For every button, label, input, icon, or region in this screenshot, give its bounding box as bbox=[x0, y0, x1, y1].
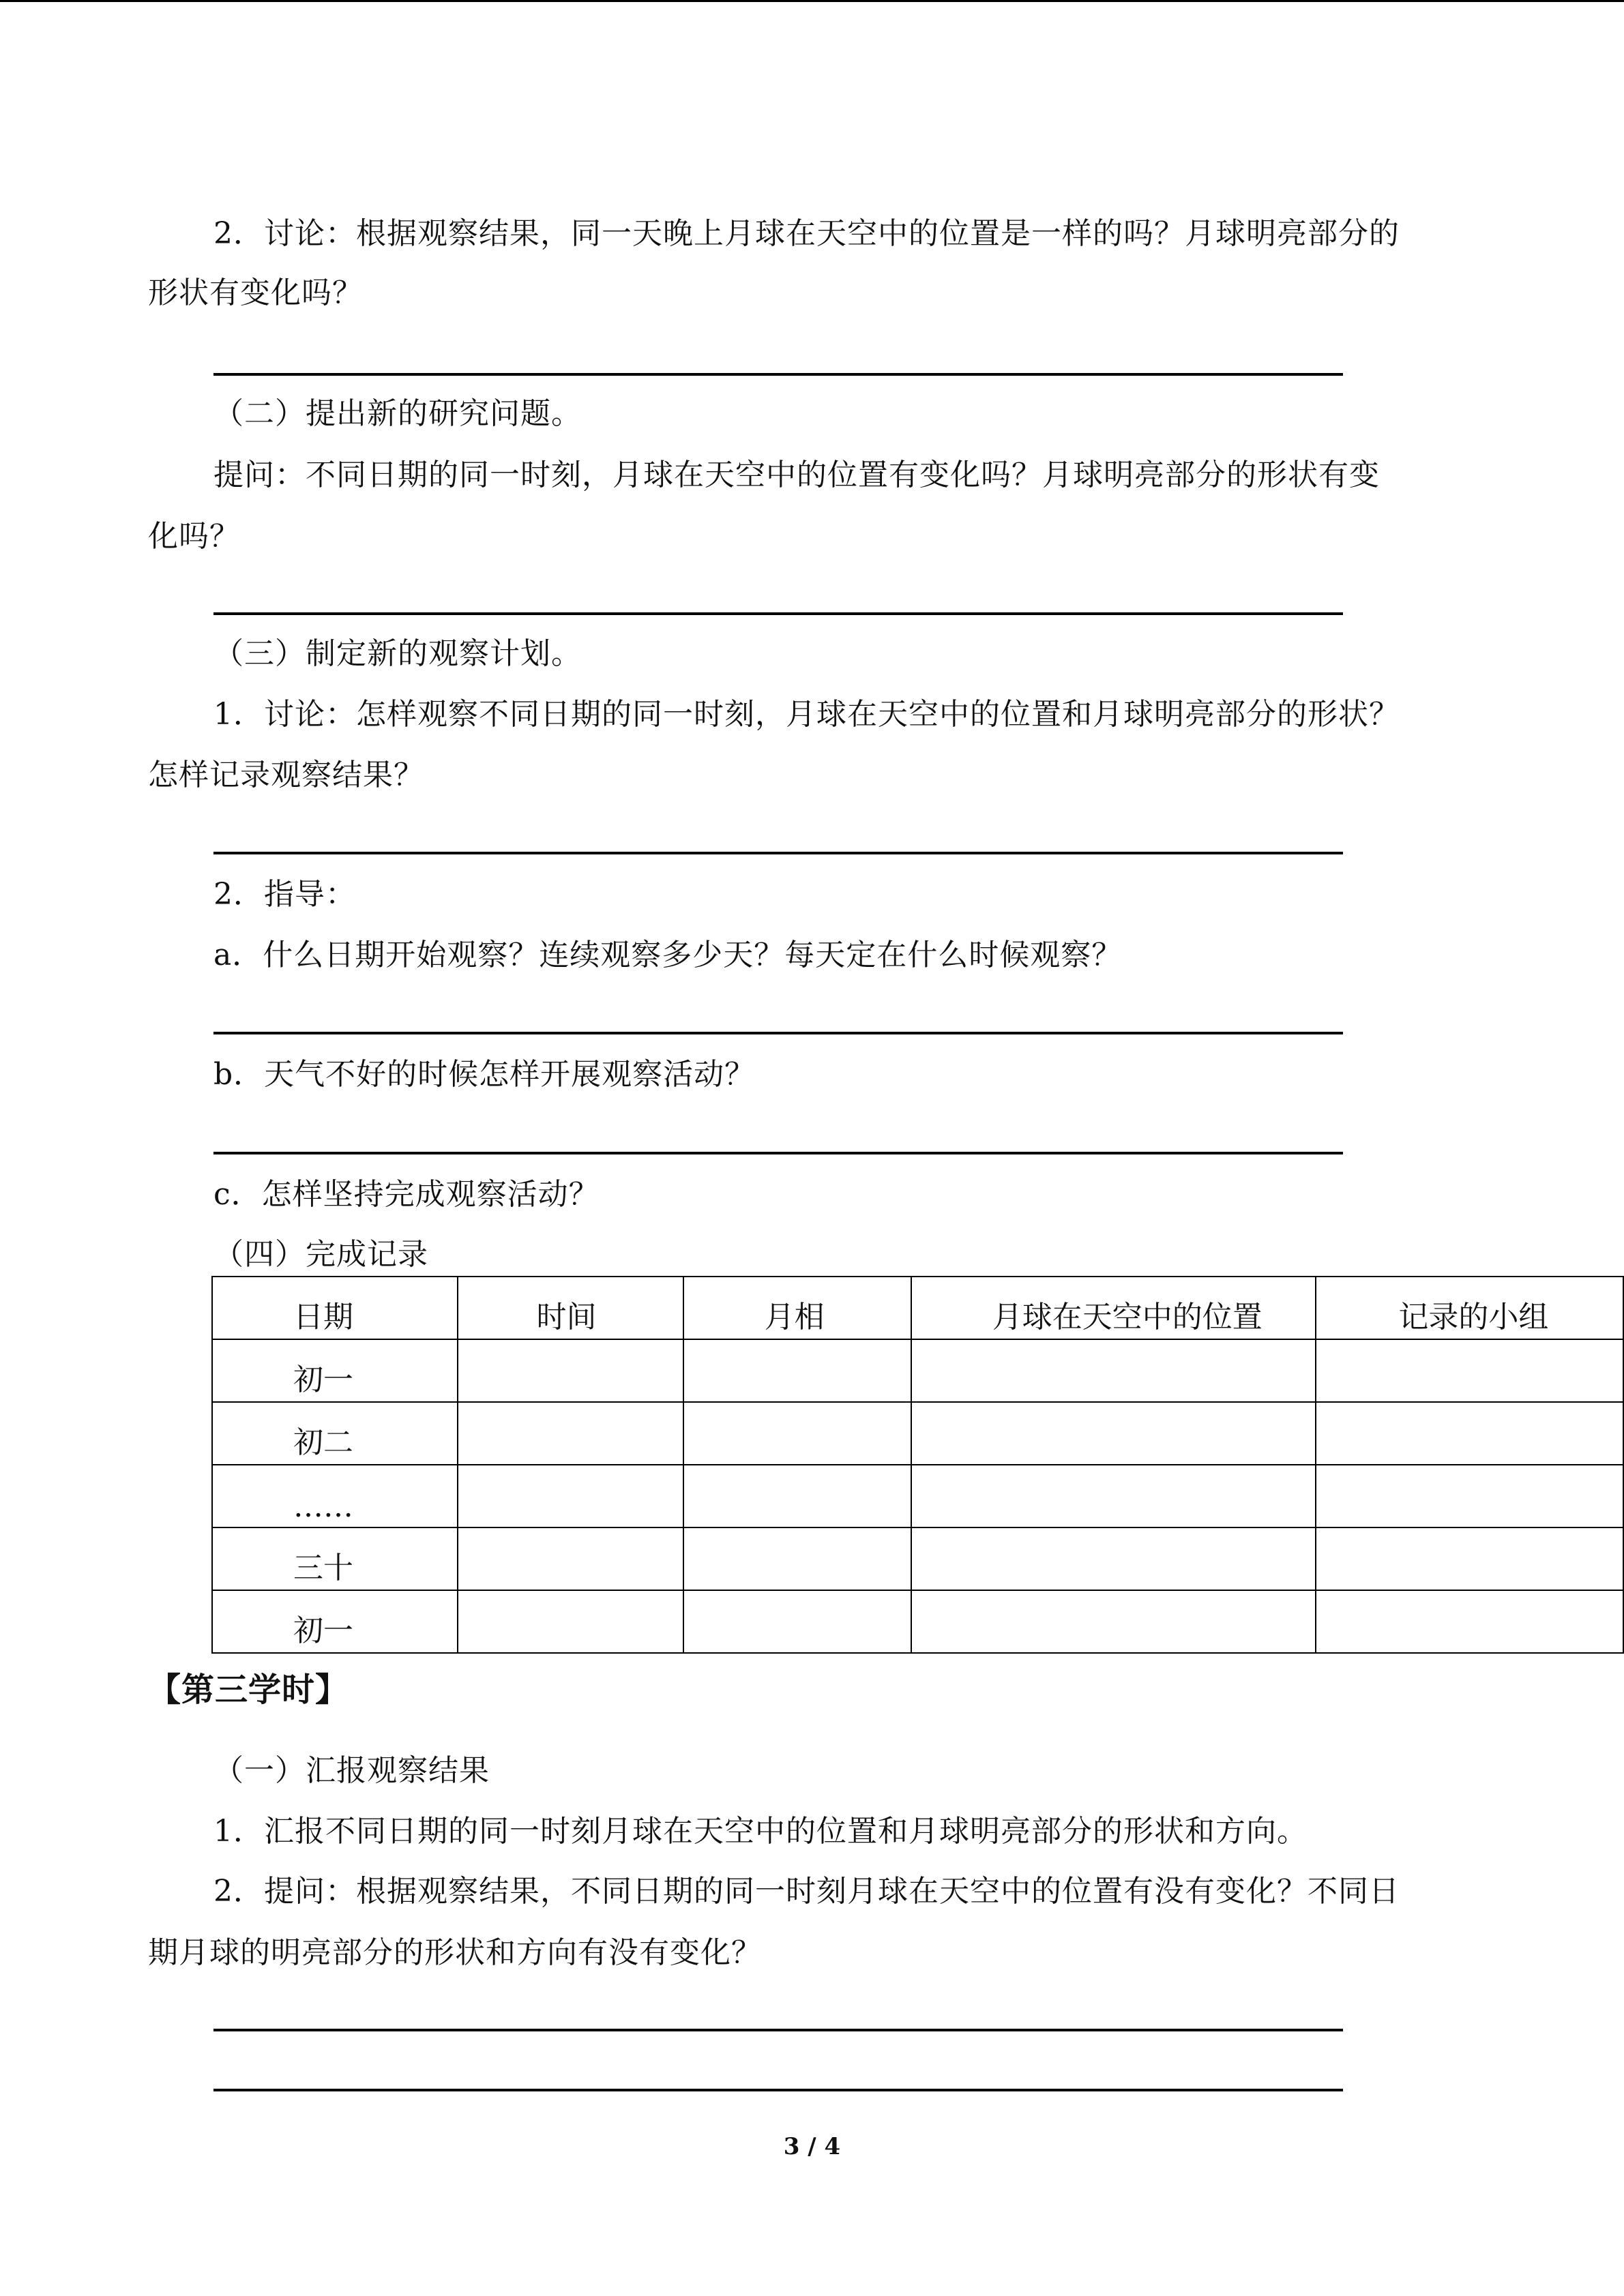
guidance-item-b: b．天气不好的时候怎样开展观察活动？ bbox=[213, 1057, 756, 1092]
header-date: 日期 bbox=[212, 1277, 458, 1339]
section-4-heading: （四）完成记录 bbox=[213, 1237, 428, 1272]
guidance-item-c: c．怎样坚持完成观察活动？ bbox=[213, 1177, 600, 1212]
table-row bbox=[212, 1527, 1623, 1590]
question-prompt: 提问：不同日期的同一时刻，月球在天空中的位置有变化吗？月球明亮部分的形状有变 bbox=[213, 458, 1380, 492]
answer-line[interactable] bbox=[213, 1152, 1343, 1154]
row-date: 初二 bbox=[212, 1402, 458, 1465]
table-cell[interactable] bbox=[683, 1465, 911, 1527]
discussion-question-1-cont: 怎样记录观察结果？ bbox=[148, 758, 424, 792]
row-date: 初一 bbox=[212, 1339, 458, 1402]
table-cell[interactable] bbox=[911, 1402, 1316, 1465]
guidance-item-a: a．什么日期开始观察？连续观察多少天？每天定在什么时候观察？ bbox=[213, 938, 1123, 972]
guidance-label: 2．指导： bbox=[213, 877, 356, 912]
row-date: 三十 bbox=[212, 1527, 458, 1590]
table-cell[interactable] bbox=[458, 1339, 683, 1402]
table-cell[interactable] bbox=[1316, 1339, 1623, 1402]
observation-record-table bbox=[211, 1276, 1624, 1654]
table-cell[interactable] bbox=[458, 1402, 683, 1465]
report-question-2-cont: 期月球的明亮部分的形状和方向有没有变化？ bbox=[148, 1935, 762, 1970]
report-question-2: 2．提问：根据观察结果，不同日期的同一时刻月球在天空中的位置有没有变化？不同日 bbox=[213, 1874, 1400, 1909]
table-cell[interactable] bbox=[1316, 1402, 1623, 1465]
table-cell[interactable] bbox=[458, 1590, 683, 1653]
table-cell[interactable] bbox=[458, 1465, 683, 1527]
table-row bbox=[212, 1465, 1623, 1527]
table-cell[interactable] bbox=[683, 1402, 911, 1465]
answer-line[interactable] bbox=[213, 1032, 1343, 1034]
question-prompt-cont: 化吗？ bbox=[148, 519, 240, 554]
answer-line[interactable] bbox=[213, 2029, 1343, 2031]
answer-line[interactable] bbox=[213, 2089, 1343, 2091]
header-time: 时间 bbox=[458, 1277, 683, 1339]
table-row bbox=[212, 1339, 1623, 1402]
table-cell[interactable] bbox=[683, 1590, 911, 1653]
row-date: 初一 bbox=[212, 1590, 458, 1653]
discussion-question-2-cont: 形状有变化吗？ bbox=[148, 275, 363, 310]
discussion-question-2: 2．讨论：根据观察结果，同一天晚上月球在天空中的位置是一样的吗？月球明亮部分的 bbox=[213, 216, 1400, 251]
table-cell[interactable] bbox=[911, 1339, 1316, 1402]
table-cell[interactable] bbox=[911, 1465, 1316, 1527]
answer-line[interactable] bbox=[213, 612, 1343, 615]
header-recording-group: 记录的小组 bbox=[1316, 1277, 1623, 1339]
section-2-heading: （二）提出新的研究问题。 bbox=[213, 396, 582, 431]
section-3-heading: （三）制定新的观察计划。 bbox=[213, 636, 582, 671]
table-cell[interactable] bbox=[683, 1339, 911, 1402]
table-row bbox=[212, 1402, 1623, 1465]
section-1-heading: （一）汇报观察结果 bbox=[213, 1753, 490, 1788]
table-cell[interactable] bbox=[1316, 1590, 1623, 1653]
table-cell[interactable] bbox=[458, 1527, 683, 1590]
row-date: …… bbox=[212, 1465, 458, 1527]
lesson-3-heading: 【第三学时】 bbox=[148, 1671, 349, 1709]
table-cell[interactable] bbox=[911, 1527, 1316, 1590]
discussion-question-1: 1．讨论：怎样观察不同日期的同一时刻，月球在天空中的位置和月球明亮部分的形状？ bbox=[213, 697, 1400, 732]
table-cell[interactable] bbox=[1316, 1527, 1623, 1590]
table-header-row bbox=[212, 1277, 1623, 1339]
table-row bbox=[212, 1590, 1623, 1653]
report-item-1: 1．汇报不同日期的同一时刻月球在天空中的位置和月球明亮部分的形状和方向。 bbox=[213, 1814, 1308, 1849]
table-cell[interactable] bbox=[683, 1527, 911, 1590]
page-number: 3 / 4 bbox=[783, 2133, 841, 2160]
header-moon-position: 月球在天空中的位置 bbox=[911, 1277, 1316, 1339]
answer-line[interactable] bbox=[213, 852, 1343, 854]
header-moon-phase: 月相 bbox=[683, 1277, 911, 1339]
table-cell[interactable] bbox=[911, 1590, 1316, 1653]
page-top-border bbox=[0, 0, 1624, 2]
answer-line[interactable] bbox=[213, 373, 1343, 376]
table-cell[interactable] bbox=[1316, 1465, 1623, 1527]
